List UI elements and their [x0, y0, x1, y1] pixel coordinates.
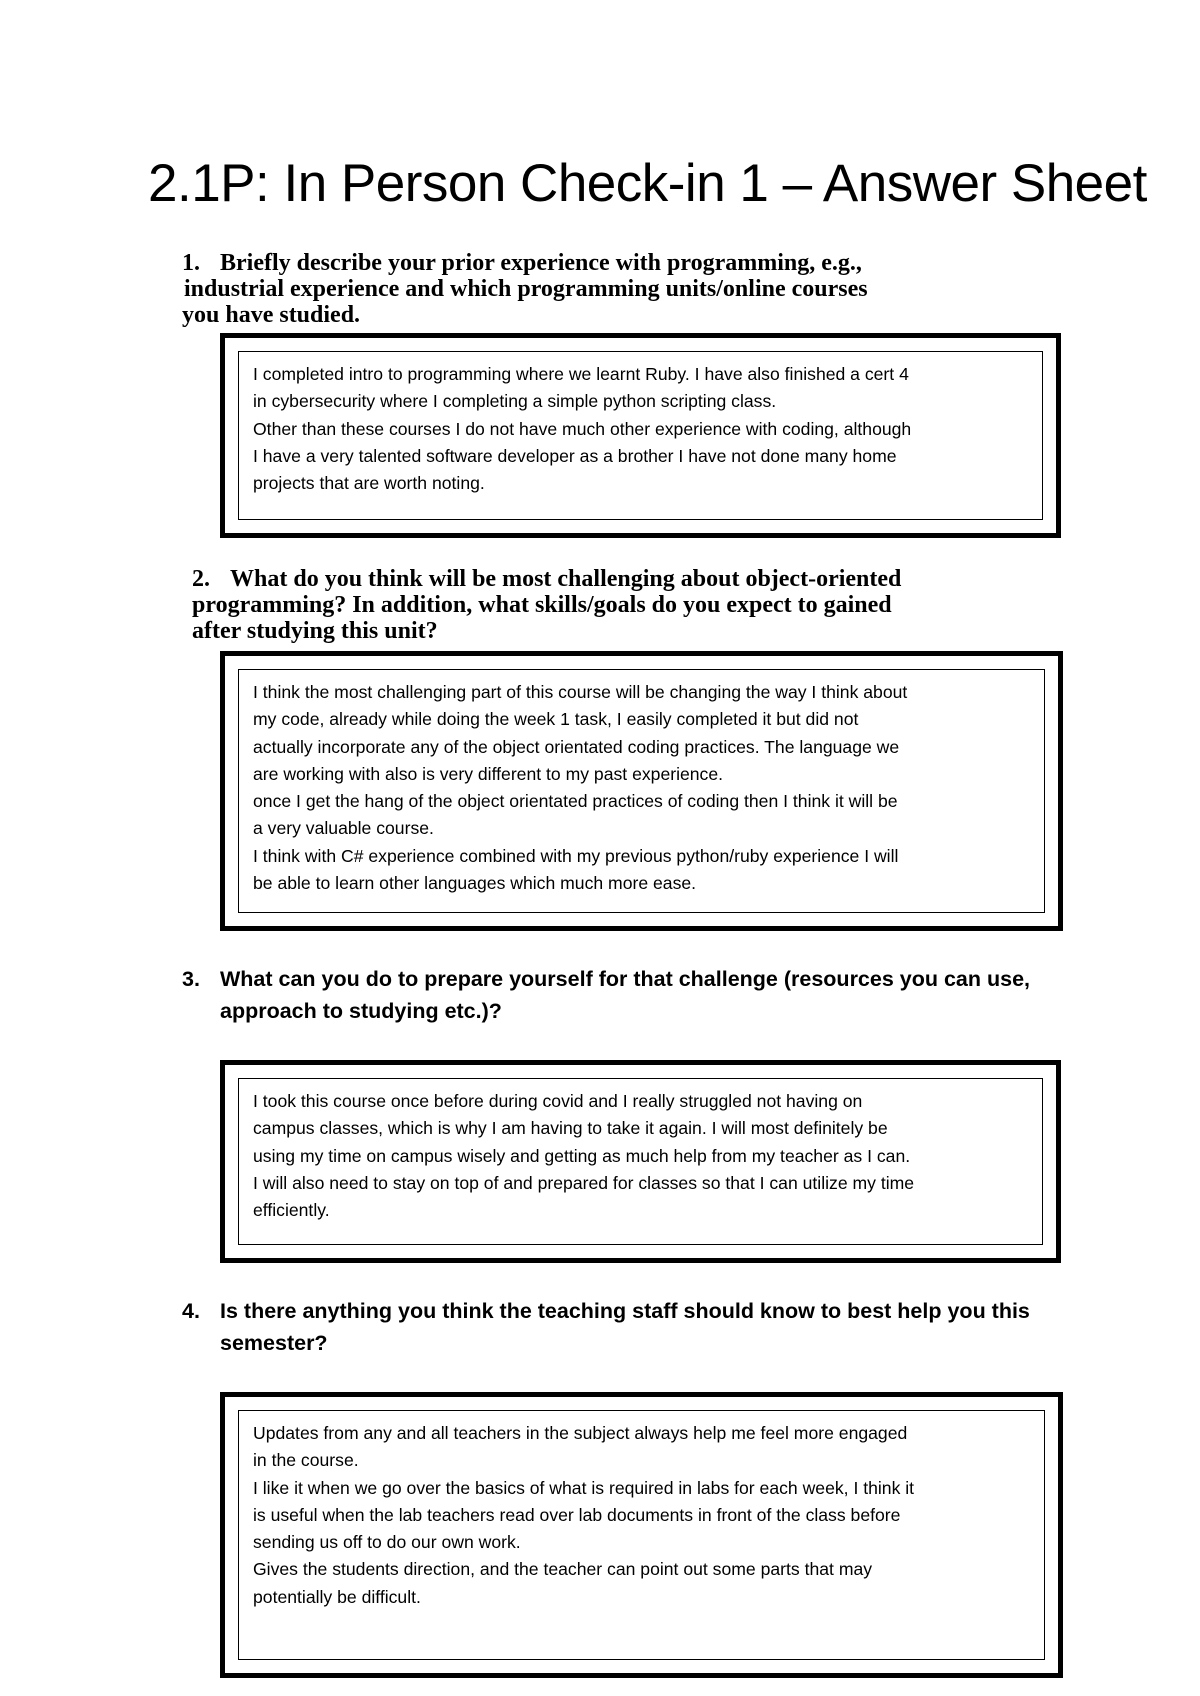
answer-2 [238, 669, 1045, 913]
question-1-text-line-1: Briefly describe your prior experience with programming, e.g., [220, 250, 862, 276]
answer-2-line: are working with also is very different to my past experience. [253, 763, 724, 784]
answer-4-line: sending us off to do our own work. [253, 1532, 521, 1553]
answer-1 [238, 351, 1043, 520]
answer-3 [238, 1078, 1043, 1245]
answer-2-line: my code, already while doing the week 1 task, I easily completed it but did not [253, 709, 859, 730]
answer-3-line: campus classes, which is why I am having to take it again. I will most definitely be [253, 1118, 888, 1139]
answer-4-line: Gives the students direction, and the teacher can point out some parts that may [253, 1559, 873, 1580]
answer-3-line: I took this course once before during covid and I really struggled not having on [253, 1091, 863, 1111]
question-2-text-line-1: What do you think will be most challenging about object-oriented [230, 566, 902, 592]
answer-box-2 [220, 651, 1063, 931]
answer-4 [238, 1410, 1045, 1660]
question-1-line-1 [182, 250, 866, 276]
question-2-number: 2. [192, 566, 210, 592]
answer-3-line: efficiently. [253, 1200, 330, 1221]
answer-4-line: is useful when the lab teachers read over lab documents in front of the class before [253, 1504, 901, 1525]
answer-2-line: once I get the hang of the object orientated practices of coding then I think it will be [253, 791, 898, 812]
answer-1-line: I have a very talented software developer as a brother I have not done many home [253, 445, 897, 466]
question-4-text-line-1: Is there anything you think the teaching staff should know to best help you this [220, 1299, 1030, 1323]
question-4-line-1 [182, 1295, 1030, 1327]
answer-box-3 [220, 1060, 1061, 1263]
answer-2-line: actually incorporate any of the object orientated coding practices. The language we [253, 736, 900, 757]
answer-4-line: potentially be difficult. [253, 1586, 421, 1607]
answer-3-line: using my time on campus wisely and getting as much help from my teacher as I can. [253, 1145, 911, 1166]
page-title: 2.1P: In Person Check-in 1 – Answer Sheet [148, 154, 1147, 213]
question-2-line-3: after studying this unit? [192, 618, 438, 644]
question-3-line-2: approach to studying etc.)? [220, 999, 502, 1023]
answer-2-line: a very valuable course. [253, 818, 434, 839]
question-1 [182, 250, 866, 328]
answer-4-line: I like it when we go over the basics of what is required in labs for each week, I think it [253, 1477, 915, 1498]
question-4 [182, 1295, 1030, 1359]
answer-4-line: in the course. [253, 1450, 359, 1471]
question-1-line-2: industrial experience and which programming units/online courses [184, 276, 868, 302]
question-3 [182, 963, 1030, 1027]
answer-box-1 [220, 333, 1061, 538]
answer-1-line: projects that are worth noting. [253, 473, 485, 494]
answer-4-line: Updates from any and all teachers in the subject always help me feel more engaged [253, 1423, 908, 1443]
answer-1-line: in cybersecurity where I completing a simple python scripting class. [253, 391, 777, 412]
question-3-number: 3. [182, 967, 200, 991]
answer-2-line: I think with C# experience combined with my previous python/ruby experience I will [253, 845, 899, 866]
question-4-line-2: semester? [220, 1331, 328, 1355]
answer-2-line: I think the most challenging part of this course will be changing the way I think about [253, 682, 908, 702]
question-4-number: 4. [182, 1299, 200, 1323]
question-2-line-2: programming? In addition, what skills/goals do you expect to gained [192, 592, 892, 618]
answer-2-line: be able to learn other languages which much more ease. [253, 873, 697, 894]
question-1-line-3: you have studied. [182, 302, 361, 328]
answer-1-line: I completed intro to programming where we learnt Ruby. I have also finished a cert 4 [253, 364, 909, 384]
answer-box-4 [220, 1392, 1063, 1678]
question-2-line-1 [192, 566, 901, 592]
answer-3-line: I will also need to stay on top of and prepared for classes so that I can utilize my time [253, 1172, 915, 1193]
question-1-number: 1. [182, 250, 200, 276]
question-3-text-line-1: What can you do to prepare yourself for that challenge (resources you can use, [220, 967, 1031, 991]
question-3-line-1 [182, 963, 1030, 995]
question-2 [192, 566, 901, 644]
answer-1-line: Other than these courses I do not have much other experience with coding, although [253, 418, 912, 439]
